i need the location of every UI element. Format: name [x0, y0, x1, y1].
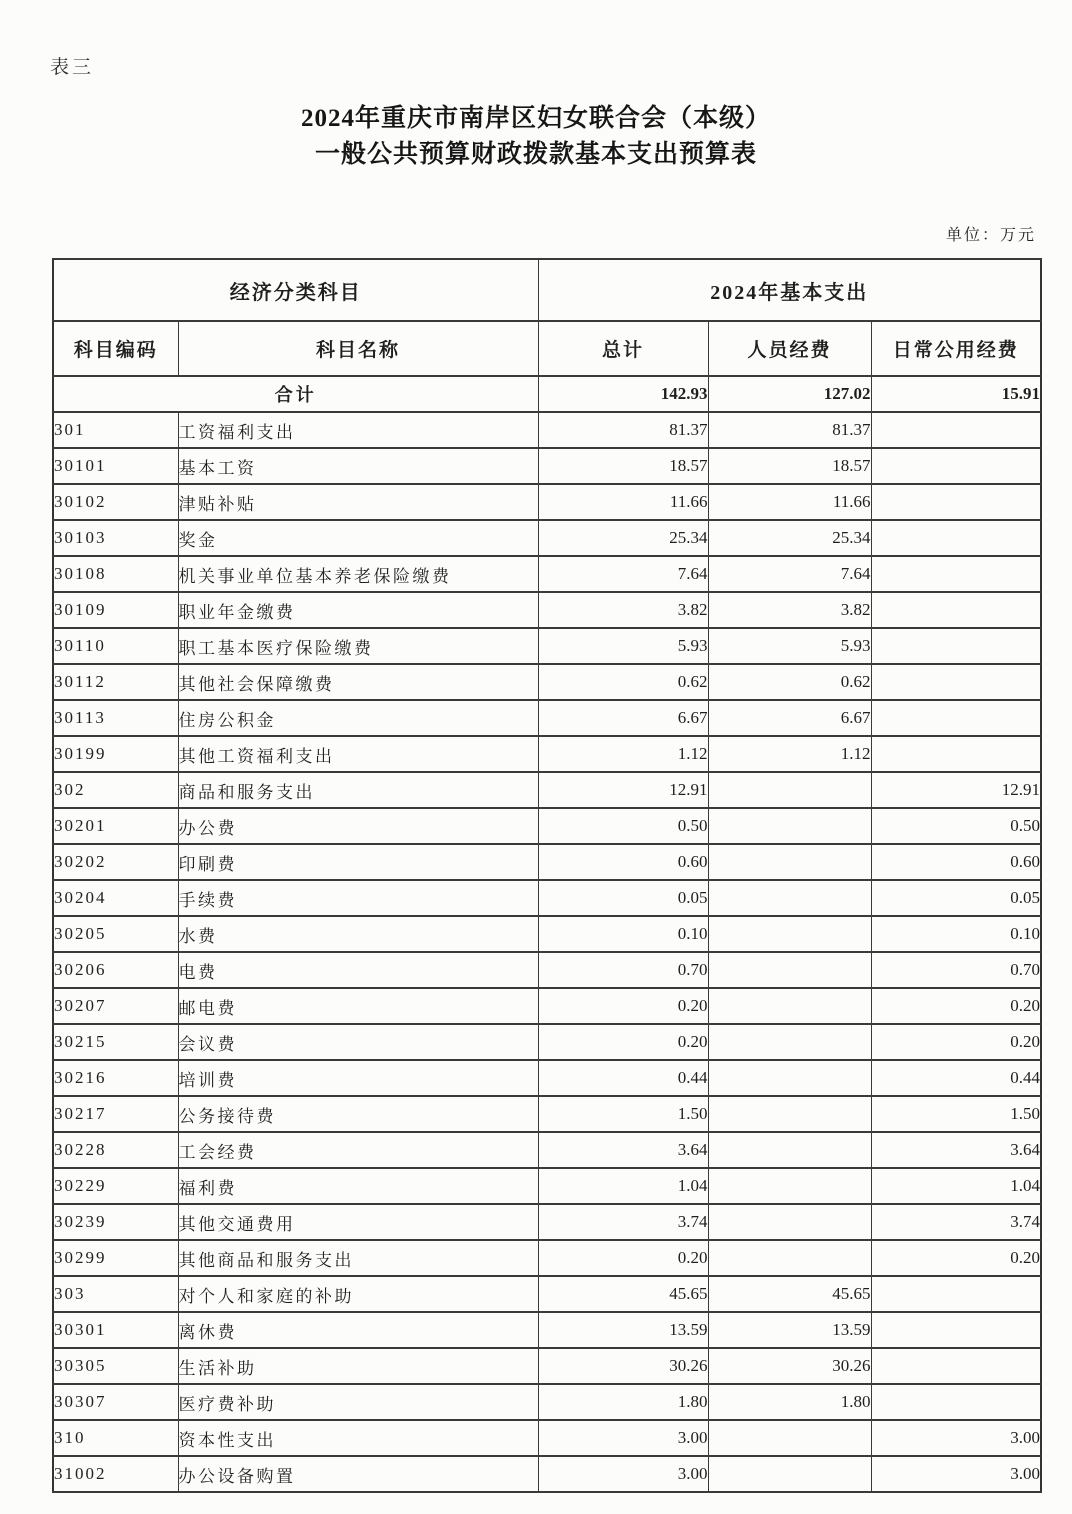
- cell-subject-name: 奖金: [178, 520, 538, 556]
- cell-subject-name: 培训费: [178, 1060, 538, 1096]
- cell-daily: 1.50: [871, 1096, 1041, 1132]
- cell-total: 3.00: [538, 1420, 708, 1456]
- cell-daily: 0.70: [871, 952, 1041, 988]
- cell-total: 1.12: [538, 736, 708, 772]
- cell-daily: [871, 628, 1041, 664]
- cell-daily: [871, 700, 1041, 736]
- cell-personnel: [708, 1168, 871, 1204]
- table-row: [53, 1276, 1041, 1312]
- table-row: [53, 772, 1041, 808]
- cell-subject-code: 30101: [53, 448, 178, 484]
- cell-total: 1.80: [538, 1384, 708, 1420]
- total-row: [53, 376, 1041, 412]
- cell-total: 0.10: [538, 916, 708, 952]
- cell-daily: 0.20: [871, 1240, 1041, 1276]
- cell-total: 45.65: [538, 1276, 708, 1312]
- cell-daily: [871, 556, 1041, 592]
- cell-subject-name: 商品和服务支出: [178, 772, 538, 808]
- table-body: [53, 376, 1041, 1492]
- cell-total: 3.00: [538, 1456, 708, 1492]
- table-row: [53, 1312, 1041, 1348]
- header-column-row: [53, 321, 1041, 376]
- cell-subject-code: 30299: [53, 1240, 178, 1276]
- cell-personnel: [708, 880, 871, 916]
- cell-subject-name: 邮电费: [178, 988, 538, 1024]
- table-row: [53, 556, 1041, 592]
- cell-total: 18.57: [538, 448, 708, 484]
- cell-personnel: [708, 1420, 871, 1456]
- cell-subject-name: 办公设备购置: [178, 1456, 538, 1492]
- cell-personnel: 13.59: [708, 1312, 871, 1348]
- cell-total: 0.20: [538, 988, 708, 1024]
- cell-subject-name: 其他交通费用: [178, 1204, 538, 1240]
- cell-daily: 1.04: [871, 1168, 1041, 1204]
- cell-subject-code: 30201: [53, 808, 178, 844]
- cell-subject-code: 30239: [53, 1204, 178, 1240]
- cell-personnel: [708, 916, 871, 952]
- table-row: [53, 628, 1041, 664]
- cell-subject-code: 30206: [53, 952, 178, 988]
- cell-daily: 0.20: [871, 1024, 1041, 1060]
- column-header-subject-name: 科目名称: [178, 321, 538, 376]
- cell-subject-code: 30228: [53, 1132, 178, 1168]
- cell-personnel: 5.93: [708, 628, 871, 664]
- cell-personnel: 25.34: [708, 520, 871, 556]
- cell-daily: 3.00: [871, 1420, 1041, 1456]
- table-row: [53, 1132, 1041, 1168]
- cell-subject-code: 30307: [53, 1384, 178, 1420]
- cell-subject-code: 30207: [53, 988, 178, 1024]
- cell-subject-name: 电费: [178, 952, 538, 988]
- cell-daily: [871, 520, 1041, 556]
- cell-subject-code: 30202: [53, 844, 178, 880]
- cell-daily: [871, 448, 1041, 484]
- cell-personnel: 81.37: [708, 412, 871, 448]
- cell-personnel: [708, 1132, 871, 1168]
- header-2024-basic-expenditure: 2024年基本支出: [538, 259, 1041, 321]
- cell-subject-code: 30215: [53, 1024, 178, 1060]
- cell-subject-name: 基本工资: [178, 448, 538, 484]
- table-row: [53, 520, 1041, 556]
- table-row: [53, 1384, 1041, 1420]
- table-row: [53, 1024, 1041, 1060]
- cell-total: 3.82: [538, 592, 708, 628]
- cell-subject-name: 机关事业单位基本养老保险缴费: [178, 556, 538, 592]
- cell-daily: 3.74: [871, 1204, 1041, 1240]
- cell-daily: 0.60: [871, 844, 1041, 880]
- cell-daily: [871, 1348, 1041, 1384]
- cell-subject-name: 其他社会保障缴费: [178, 664, 538, 700]
- cell-total: 0.20: [538, 1024, 708, 1060]
- cell-personnel: 0.62: [708, 664, 871, 700]
- cell-subject-name: 离休费: [178, 1312, 538, 1348]
- total-row-label: 合计: [53, 376, 538, 412]
- cell-subject-code: 30301: [53, 1312, 178, 1348]
- cell-total: 0.20: [538, 1240, 708, 1276]
- table-row: [53, 952, 1041, 988]
- cell-total: 11.66: [538, 484, 708, 520]
- cell-daily: 0.05: [871, 880, 1041, 916]
- table-row: [53, 1456, 1041, 1492]
- cell-total: 12.91: [538, 772, 708, 808]
- cell-total: 5.93: [538, 628, 708, 664]
- cell-daily: 0.20: [871, 988, 1041, 1024]
- cell-subject-code: 301: [53, 412, 178, 448]
- table-row: [53, 1420, 1041, 1456]
- cell-subject-code: 30229: [53, 1168, 178, 1204]
- total-row-daily: 15.91: [871, 376, 1041, 412]
- cell-total: 3.74: [538, 1204, 708, 1240]
- unit-note: 单位：万元: [945, 227, 1036, 244]
- cell-daily: [871, 664, 1041, 700]
- cell-daily: [871, 484, 1041, 520]
- cell-subject-name: 水费: [178, 916, 538, 952]
- total-row-total: 142.93: [538, 376, 708, 412]
- cell-personnel: 7.64: [708, 556, 871, 592]
- cell-personnel: 18.57: [708, 448, 871, 484]
- cell-subject-name: 会议费: [178, 1024, 538, 1060]
- cell-subject-name: 资本性支出: [178, 1420, 538, 1456]
- cell-subject-code: 30305: [53, 1348, 178, 1384]
- table-row: [53, 700, 1041, 736]
- cell-daily: 0.10: [871, 916, 1041, 952]
- table-row: [53, 736, 1041, 772]
- cell-subject-name: 工资福利支出: [178, 412, 538, 448]
- cell-total: 3.64: [538, 1132, 708, 1168]
- table-row: [53, 1240, 1041, 1276]
- cell-subject-code: 31002: [53, 1456, 178, 1492]
- cell-subject-name: 印刷费: [178, 844, 538, 880]
- cell-personnel: [708, 988, 871, 1024]
- cell-personnel: 1.80: [708, 1384, 871, 1420]
- cell-total: 30.26: [538, 1348, 708, 1384]
- header-economic-classification: 经济分类科目: [53, 259, 538, 321]
- cell-personnel: 11.66: [708, 484, 871, 520]
- table-row: [53, 1168, 1041, 1204]
- cell-personnel: [708, 1240, 871, 1276]
- cell-subject-code: 302: [53, 772, 178, 808]
- cell-subject-code: 30109: [53, 592, 178, 628]
- cell-subject-code: 30205: [53, 916, 178, 952]
- cell-daily: 3.64: [871, 1132, 1041, 1168]
- column-header-subject-code: 科目编码: [53, 321, 178, 376]
- cell-subject-name: 津贴补贴: [178, 484, 538, 520]
- cell-subject-name: 医疗费补助: [178, 1384, 538, 1420]
- cell-subject-name: 住房公积金: [178, 700, 538, 736]
- cell-daily: 12.91: [871, 772, 1041, 808]
- cell-personnel: 3.82: [708, 592, 871, 628]
- cell-personnel: [708, 772, 871, 808]
- cell-daily: 3.00: [871, 1456, 1041, 1492]
- table-row: [53, 880, 1041, 916]
- cell-subject-code: 30103: [53, 520, 178, 556]
- cell-total: 0.62: [538, 664, 708, 700]
- cell-daily: [871, 412, 1041, 448]
- table-row: [53, 1348, 1041, 1384]
- cell-subject-code: 30216: [53, 1060, 178, 1096]
- table-row: [53, 592, 1041, 628]
- column-header-daily-public-funds: 日常公用经费: [871, 321, 1041, 376]
- table-row: [53, 412, 1041, 448]
- table-row: [53, 988, 1041, 1024]
- table-row: [53, 664, 1041, 700]
- cell-total: 1.50: [538, 1096, 708, 1132]
- cell-daily: [871, 1384, 1041, 1420]
- cell-subject-code: 303: [53, 1276, 178, 1312]
- cell-personnel: [708, 1456, 871, 1492]
- document-title: [0, 101, 1072, 173]
- cell-subject-code: 30204: [53, 880, 178, 916]
- cell-subject-code: 30110: [53, 628, 178, 664]
- cell-personnel: [708, 1204, 871, 1240]
- cell-total: 7.64: [538, 556, 708, 592]
- cell-total: 1.04: [538, 1168, 708, 1204]
- table-row: [53, 1204, 1041, 1240]
- cell-personnel: 30.26: [708, 1348, 871, 1384]
- cell-total: 0.70: [538, 952, 708, 988]
- cell-total: 0.44: [538, 1060, 708, 1096]
- cell-total: 6.67: [538, 700, 708, 736]
- cell-daily: [871, 1312, 1041, 1348]
- cell-subject-code: 310: [53, 1420, 178, 1456]
- table-row: [53, 484, 1041, 520]
- table-row: [53, 916, 1041, 952]
- header-group-row: [53, 259, 1041, 321]
- cell-personnel: 6.67: [708, 700, 871, 736]
- cell-total: 0.50: [538, 808, 708, 844]
- cell-subject-code: 30102: [53, 484, 178, 520]
- table-row: [53, 1060, 1041, 1096]
- cell-subject-code: 30217: [53, 1096, 178, 1132]
- cell-subject-name: 生活补助: [178, 1348, 538, 1384]
- cell-subject-code: 30199: [53, 736, 178, 772]
- cell-subject-name: 其他工资福利支出: [178, 736, 538, 772]
- cell-personnel: 1.12: [708, 736, 871, 772]
- cell-personnel: [708, 1096, 871, 1132]
- cell-personnel: [708, 808, 871, 844]
- table-row: [53, 808, 1041, 844]
- cell-subject-name: 职业年金缴费: [178, 592, 538, 628]
- cell-total: 25.34: [538, 520, 708, 556]
- table-row: [53, 844, 1041, 880]
- cell-daily: [871, 736, 1041, 772]
- cell-subject-name: 公务接待费: [178, 1096, 538, 1132]
- cell-daily: [871, 1276, 1041, 1312]
- cell-subject-name: 办公费: [178, 808, 538, 844]
- cell-personnel: [708, 952, 871, 988]
- cell-subject-code: 30108: [53, 556, 178, 592]
- table-row: [53, 448, 1041, 484]
- cell-daily: [871, 592, 1041, 628]
- cell-total: 81.37: [538, 412, 708, 448]
- cell-subject-name: 其他商品和服务支出: [178, 1240, 538, 1276]
- cell-daily: 0.44: [871, 1060, 1041, 1096]
- cell-total: 0.60: [538, 844, 708, 880]
- column-header-personnel-funds: 人员经费: [708, 321, 871, 376]
- cell-total: 0.05: [538, 880, 708, 916]
- cell-subject-code: 30113: [53, 700, 178, 736]
- title-line-1: 2024年重庆市南岸区妇女联合会（本级）: [300, 105, 771, 132]
- title-line-2: 一般公共预算财政拨款基本支出预算表: [314, 141, 757, 168]
- column-header-total: 总计: [538, 321, 708, 376]
- table-number-label: 表三: [50, 57, 95, 78]
- cell-subject-name: 福利费: [178, 1168, 538, 1204]
- table-row: [53, 1096, 1041, 1132]
- cell-subject-name: 职工基本医疗保险缴费: [178, 628, 538, 664]
- cell-total: 13.59: [538, 1312, 708, 1348]
- cell-daily: 0.50: [871, 808, 1041, 844]
- cell-subject-code: 30112: [53, 664, 178, 700]
- cell-subject-name: 手续费: [178, 880, 538, 916]
- cell-personnel: [708, 844, 871, 880]
- cell-subject-name: 对个人和家庭的补助: [178, 1276, 538, 1312]
- cell-subject-name: 工会经费: [178, 1132, 538, 1168]
- budget-table: [52, 258, 1042, 1493]
- cell-personnel: 45.65: [708, 1276, 871, 1312]
- cell-personnel: [708, 1024, 871, 1060]
- cell-personnel: [708, 1060, 871, 1096]
- total-row-personnel: 127.02: [708, 376, 871, 412]
